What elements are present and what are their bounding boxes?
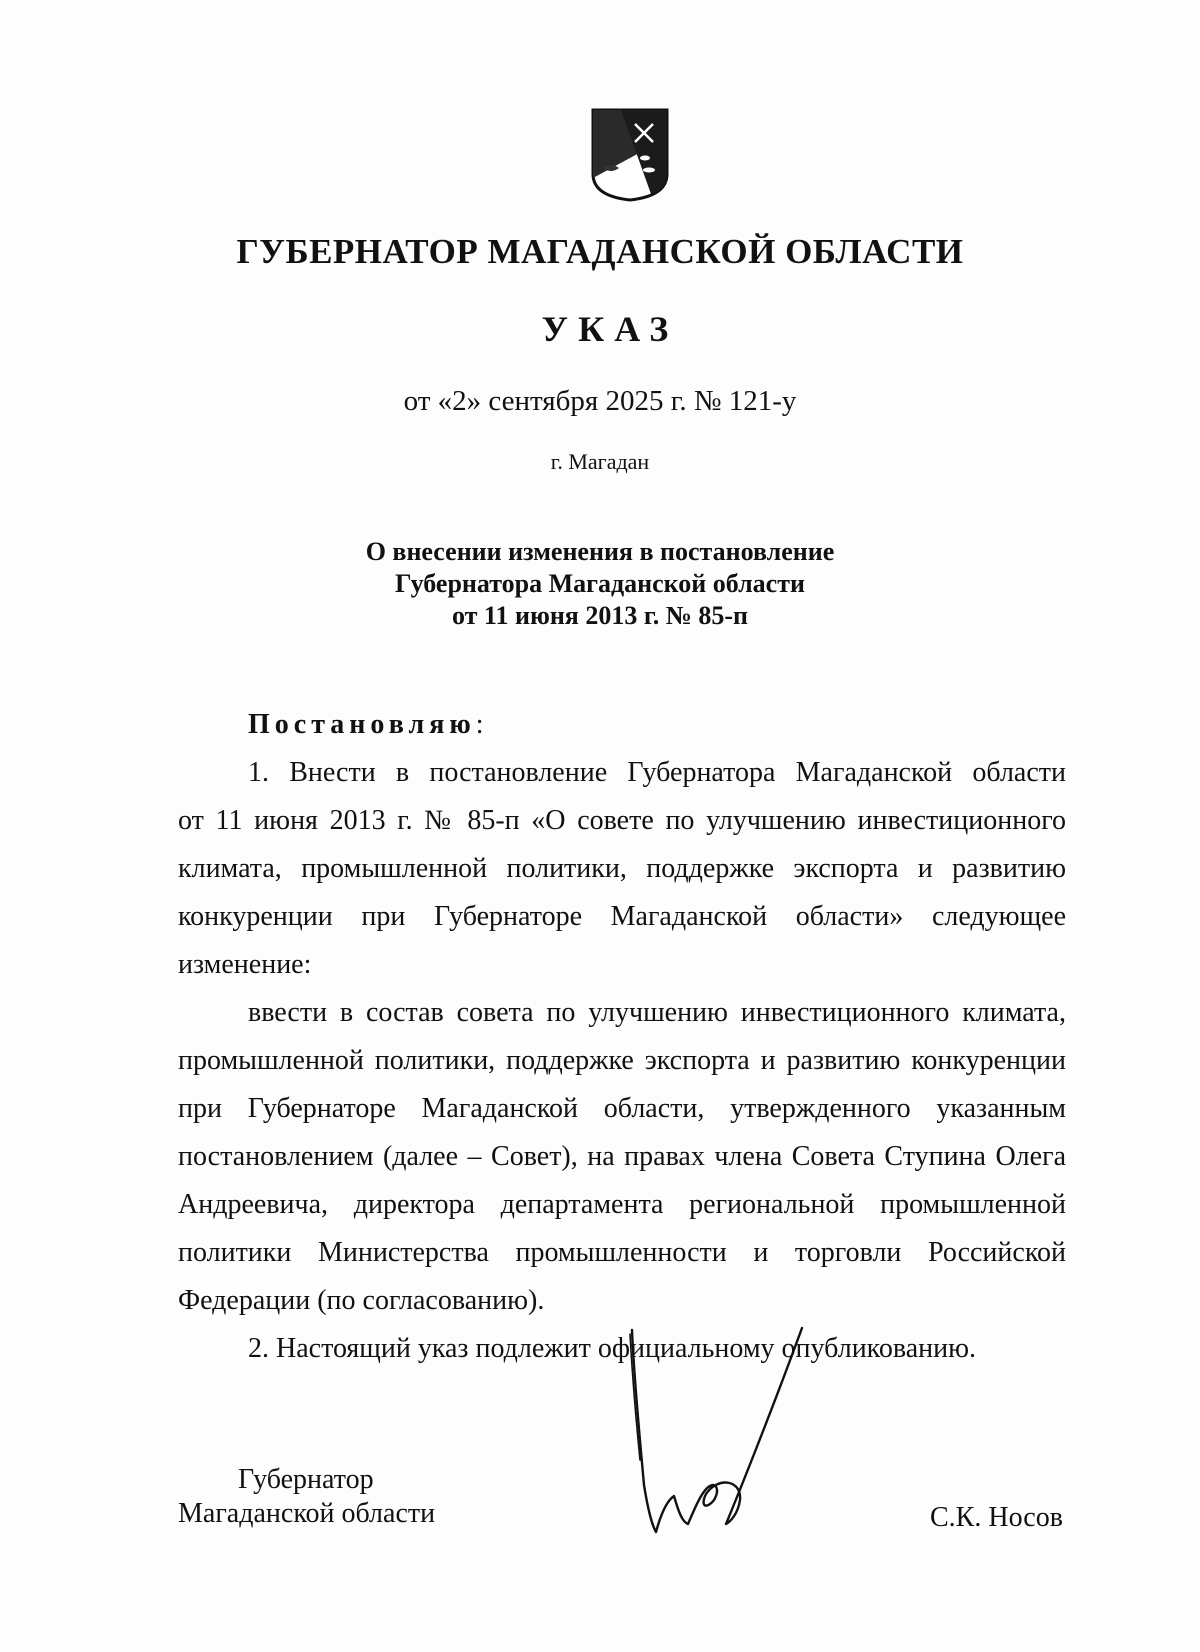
subject-line: О внесении изменения в постановление bbox=[365, 537, 835, 566]
document-subject bbox=[0, 536, 1200, 632]
subject-line: Губернатора Магаданской области bbox=[395, 569, 805, 598]
issuing-authority: ГУБЕРНАТОР МАГАДАНСКОЙ ОБЛАСТИ bbox=[236, 232, 964, 271]
signatory-name: С.К. Носов bbox=[930, 1502, 1063, 1533]
body-line: от 11 июня 2013 г. № 85-п «О совете по улучшению инвестиционного bbox=[178, 805, 1066, 836]
body-line: климата, промышленной политики, поддержке экспорта и развитию bbox=[178, 853, 1066, 884]
body-line: при Губернаторе Магаданской области, утвержденного указанным bbox=[178, 1093, 1066, 1124]
decree-lead-colon: : bbox=[475, 709, 484, 740]
signatory-position bbox=[178, 1463, 435, 1531]
body-line: Федерации (по согласованию). bbox=[178, 1285, 545, 1316]
body-line: конкуренции при Губернаторе Магаданской области» следующее bbox=[178, 901, 1066, 932]
body-line: 2. Настоящий указ подлежит официальному опубликованию. bbox=[248, 1333, 977, 1364]
handwritten-signature bbox=[622, 1310, 842, 1540]
decree-lead-word: Постановляю bbox=[248, 709, 476, 740]
coat-of-arms-icon bbox=[591, 108, 669, 202]
body-line: Андреевича, директора департамента региональной промышленной bbox=[178, 1189, 1066, 1220]
document-city: г. Магадан bbox=[550, 449, 650, 474]
subject-line: от 11 июня 2013 г. № 85-п bbox=[451, 601, 749, 630]
body-line: промышленной политики, поддержке экспорта и развитию конкуренции bbox=[178, 1045, 1066, 1076]
signatory-position-line: Магаданской области bbox=[178, 1498, 436, 1529]
body-line: постановлением (далее – Совет), на правах члена Совета Ступина Олега bbox=[178, 1141, 1066, 1172]
decree-lead bbox=[178, 701, 1066, 749]
signatory-position-line: Губернатор bbox=[238, 1464, 374, 1495]
body-line: 1. Внести в постановление Губернатора Магаданской области bbox=[248, 757, 1066, 788]
body-line: ввести в состав совета по улучшению инвестиционного климата, bbox=[248, 997, 1066, 1028]
document-body bbox=[178, 701, 1066, 1373]
body-line: политики Министерства промышленности и торговли Российской bbox=[178, 1237, 1066, 1268]
document-type: УКАЗ bbox=[541, 309, 679, 349]
document-date-number: от «2» сентября 2025 г. № 121-у bbox=[403, 385, 797, 417]
body-line: изменение: bbox=[178, 949, 312, 980]
